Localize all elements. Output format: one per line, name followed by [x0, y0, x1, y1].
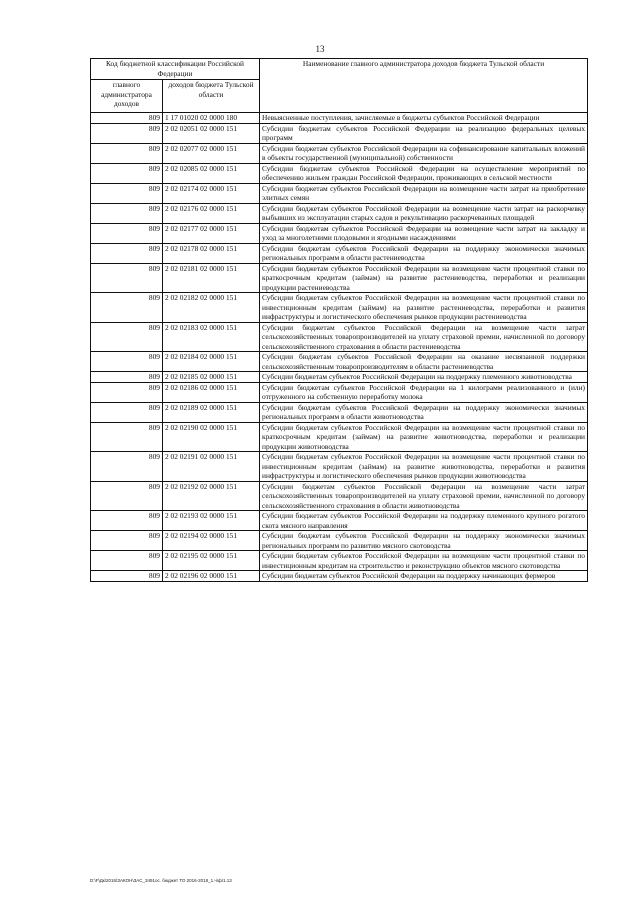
admin-code-cell: 809 [91, 551, 163, 571]
table-row [91, 263, 588, 293]
description-cell: Субсидии бюджетам субъектов Российской Федерации на оказание несвязанной поддержки сельскохозяйственным товаропроизводителям в области растениеводства [260, 352, 588, 372]
header-code-group: Код бюджетной классификации Российской Федерации [91, 59, 260, 80]
table-row [91, 402, 588, 422]
admin-code-cell: 809 [91, 113, 163, 124]
budget-code-cell: 2 02 02192 02 0000 151 [163, 481, 260, 511]
table-row [91, 531, 588, 551]
admin-code-cell: 809 [91, 123, 163, 143]
description-cell: Субсидии бюджетам субъектов Российской Федерации на возмещение части процентной ставки по инвестиционным кредитам (займам) на развитие животноводства, переработки и развития инфраструктуры и логистического обеспечения рынков продукции животноводства [260, 452, 588, 482]
header-name-column: Наименование главного администратора доходов бюджета Тульской области [260, 59, 588, 113]
description-cell: Субсидии бюджетам субъектов Российской Федерации на софинансирование капитальных вложений в объекты государственной (муниципальной) собственности [260, 143, 588, 163]
admin-code-cell: 809 [91, 203, 163, 223]
page-number: 13 [315, 44, 325, 54]
budget-code-cell: 2 02 02189 02 0000 151 [163, 402, 260, 422]
table-row [91, 163, 588, 183]
budget-code-cell: 2 02 02051 02 0000 151 [163, 123, 260, 143]
table-row [91, 452, 588, 482]
description-cell: Субсидии бюджетам субъектов Российской Федерации на поддержку начинающих фермеров [260, 571, 588, 582]
admin-code-cell: 809 [91, 143, 163, 163]
budget-code-cell: 2 02 02182 02 0000 151 [163, 293, 260, 323]
budget-code-cell: 1 17 01020 02 0000 180 [163, 113, 260, 124]
description-cell: Субсидии бюджетам субъектов Российской Федерации на возмещение части процентной ставки по краткосрочным кредитам (займам) на развитие растениеводства, переработки и реализации продукции растениеводства [260, 263, 588, 293]
description-cell: Субсидии бюджетам субъектов Российской Федерации на возмещение части затрат сельскохозяйственных товаропроизводителей на уплату страховой премии, начисленной по договору сельскохозяйственного страхования в области растениеводства [260, 322, 588, 352]
admin-code-cell: 809 [91, 402, 163, 422]
budget-code-cell: 2 02 02191 02 0000 151 [163, 452, 260, 482]
table-row [91, 382, 588, 402]
table-row [91, 123, 588, 143]
table-row [91, 223, 588, 243]
description-cell: Субсидии бюджетам субъектов Российской Федерации на 1 килограмм реализованного и (или) отгруженного на собственную переработку молока [260, 382, 588, 402]
budget-code-cell: 2 02 02181 02 0000 151 [163, 263, 260, 293]
budget-code-cell: 2 02 02193 02 0000 151 [163, 511, 260, 531]
budget-code-cell: 2 02 02183 02 0000 151 [163, 322, 260, 352]
admin-code-cell: 809 [91, 382, 163, 402]
admin-code-cell: 809 [91, 571, 163, 582]
table-row [91, 243, 588, 263]
admin-code-cell: 809 [91, 183, 163, 203]
table-row [91, 352, 588, 372]
description-cell: Субсидии бюджетам субъектов Российской Федерации на поддержку экономически значимых региональных программ в области растениеводства [260, 243, 588, 263]
budget-code-cell: 2 02 02194 02 0000 151 [163, 531, 260, 551]
admin-code-cell: 809 [91, 531, 163, 551]
table-body [91, 113, 588, 582]
description-cell: Субсидии бюджетам субъектов Российской Федерации на возмещение части затрат сельскохозяйственных товаропроизводителей на уплату страховой премии, начисленной по договору сельскохозяйственного страхования в области животноводства [260, 481, 588, 511]
description-cell: Субсидии бюджетам субъектов Российской Федерации на возмещение части затрат на приобретение элитных семян [260, 183, 588, 203]
description-cell: Субсидии бюджетам субъектов Российской Федерации на возмещение части процентной ставки по инвестиционным кредитам на строительство и реконструкцию объектов мясного скотоводства [260, 551, 588, 571]
header-admin-column: главного администратора доходов [91, 80, 163, 113]
table-row [91, 203, 588, 223]
table-row [91, 481, 588, 511]
description-cell: Субсидии бюджетам субъектов Российской Федерации на возмещение части процентной ставки по краткосрочным кредитам (займам) на развитие животноводства, переработки и реализации продукции животноводства [260, 422, 588, 452]
admin-code-cell: 809 [91, 163, 163, 183]
description-cell: Субсидии бюджетам субъектов Российской Федерации на возмещение части затрат на закладку и уход за многолетними плодовыми и ягодными насаждениями [260, 223, 588, 243]
table-row [91, 113, 588, 124]
description-cell: Субсидии бюджетам субъектов Российской Федерации на возмещение части затрат на раскорчевку выбывших из эксплуатации старых садов и рекультивацию раскорчеванных площадей [260, 203, 588, 223]
budget-code-cell: 2 02 02184 02 0000 151 [163, 352, 260, 372]
table-row [91, 372, 588, 383]
budget-classification-table [90, 58, 588, 582]
budget-code-cell: 2 02 02177 02 0000 151 [163, 223, 260, 243]
table-row [91, 293, 588, 323]
budget-code-cell: 2 02 02174 02 0000 151 [163, 183, 260, 203]
budget-code-cell: 2 02 02077 02 0000 151 [163, 143, 260, 163]
table-row [91, 422, 588, 452]
table-row [91, 183, 588, 203]
budget-code-cell: 2 02 02085 02 0000 151 [163, 163, 260, 183]
admin-code-cell: 809 [91, 422, 163, 452]
admin-code-cell: 809 [91, 223, 163, 243]
header-income-column: доходов бюджета Тульской области [163, 80, 260, 113]
admin-code-cell: 809 [91, 243, 163, 263]
budget-code-cell: 2 02 02185 02 0000 151 [163, 372, 260, 383]
budget-code-cell: 2 02 02195 02 0000 151 [163, 551, 260, 571]
admin-code-cell: 809 [91, 511, 163, 531]
admin-code-cell: 809 [91, 352, 163, 372]
file-path-footer: D:\F\Дк\2016\ЗАКОН\ЗАС_3491ос. бюджет ТО 2016-2018_1.ч\ф\1.13 [90, 878, 232, 883]
admin-code-cell: 809 [91, 372, 163, 383]
description-cell: Субсидии бюджетам субъектов Российской Федерации на возмещение части процентной ставки по инвестиционным кредитам (займам) на развитие растениеводства, переработки и развития инфраструктуры и логистического обеспечения рынков продукции растениеводства [260, 293, 588, 323]
admin-code-cell: 809 [91, 293, 163, 323]
budget-code-cell: 2 02 02178 02 0000 151 [163, 243, 260, 263]
table-row [91, 551, 588, 571]
budget-code-cell: 2 02 02176 02 0000 151 [163, 203, 260, 223]
budget-code-cell: 2 02 02186 02 0000 151 [163, 382, 260, 402]
budget-code-cell: 2 02 02190 02 0000 151 [163, 422, 260, 452]
table-row [91, 143, 588, 163]
table-row [91, 511, 588, 531]
budget-code-cell: 2 02 02196 02 0000 151 [163, 571, 260, 582]
description-cell: Субсидии бюджетам субъектов Российской Федерации на поддержку экономически значимых региональных программ по развитию мясного скотоводства [260, 531, 588, 551]
description-cell: Субсидии бюджетам субъектов Российской Федерации на осуществление мероприятий по обеспечению жильем граждан Российской Федерации, проживающих в сельской местности [260, 163, 588, 183]
admin-code-cell: 809 [91, 263, 163, 293]
admin-code-cell: 809 [91, 322, 163, 352]
table-row [91, 571, 588, 582]
description-cell: Невыясненные поступления, зачисляемые в бюджеты субъектов Российской Федерации [260, 113, 588, 124]
table-row [91, 322, 588, 352]
description-cell: Субсидии бюджетам субъектов Российской Федерации на поддержку племенного крупного рогатого скота мясного направления [260, 511, 588, 531]
description-cell: Субсидии бюджетам субъектов Российской Федерации на реализацию федеральных целевых программ [260, 123, 588, 143]
description-cell: Субсидии бюджетам субъектов Российской Федерации на поддержку экономически значимых региональных программ в области животноводства [260, 402, 588, 422]
admin-code-cell: 809 [91, 481, 163, 511]
admin-code-cell: 809 [91, 452, 163, 482]
description-cell: Субсидии бюджетам субъектов Российской Федерации на поддержку племенного животноводства [260, 372, 588, 383]
